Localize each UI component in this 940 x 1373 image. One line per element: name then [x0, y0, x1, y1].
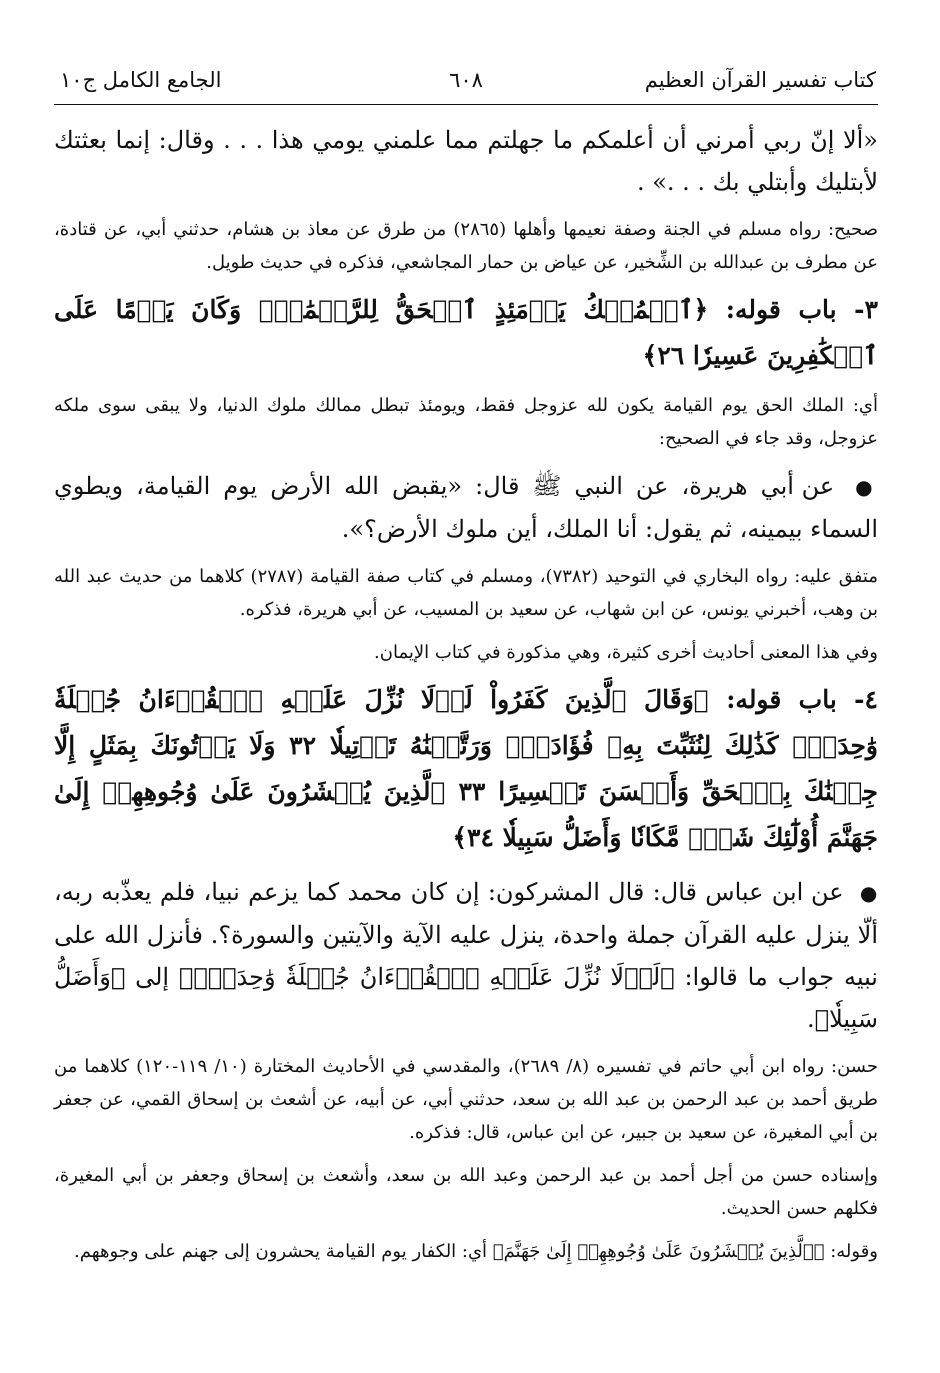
page-header	[54, 52, 878, 105]
page-number: ٦٠٨	[449, 68, 483, 92]
chapter-label: ٤- باب قوله:	[726, 685, 878, 714]
bullet-icon: ●	[855, 475, 878, 499]
bullet-icon: ●	[859, 881, 878, 905]
takhrij-note: صحيح: رواه مسلم في الجنة وصفة نعيمها وأهلها (٢٨٦٥) من طرق عن معاذ بن هشام، حدثني أبي، عن قتادة، عن مطرف بن عبدالله بن الشِّخير، عن عياض بن حمار المجاشعي، فذكره في حديث طويل.	[54, 219, 878, 273]
quran-verse: ﴿ٱلۡمُلۡكُ يَوۡمَئِذٍ ٱلۡحَقُّ لِلرَّحۡمَٰنِۚ وَكَانَ يَوۡمًا عَلَى ٱلۡكَٰفِرِينَ عَسِيرٗا ٢٦﴾	[54, 295, 878, 370]
chapter-label: ٣- باب قوله:	[725, 295, 878, 324]
takhrij-note: حسن: رواه ابن أبي حاتم في تفسيره (٨/ ٢٦٨٩)، والمقدسي في الأحاديث المختارة (١٠/ ١١٩-١٢٠) كلاهما من طريق أحمد بن عبد الرحمن بن عبد الله بن سعد، حدثني أبي، عن أبيه، عن أشعث بن إسحاق القمي، عن جعفر بن أبي المغيرة، عن سعيد بن جبير، عن ابن عباس، قال: فذكره.	[54, 1056, 878, 1143]
hadith-text	[54, 465, 878, 550]
page-body	[54, 119, 878, 1268]
commentary: أي: الملك الحق يوم القيامة يكون لله عزوجل فقط، ويومئذ تبطل ممالك ملوك الدنيا، ولا يبقى سوى ملكه عزوجل، وقد جاء في الصحيح:	[54, 395, 878, 449]
volume-label: الجامع الكامل ج١٠	[60, 68, 222, 92]
takhrij-note: متفق عليه: رواه البخاري في التوحيد (٧٣٨٢)، ومسلم في كتاب صفة القيامة (٢٧٨٧) كلاهما من حديث عبد الله بن وهب، أخبرني يونس، عن ابن شهاب، عن سعيد بن المسيب، عن أبي هريرة، فذكره.	[54, 566, 878, 620]
commentary: وفي هذا المعنى أحاديث أخرى كثيرة، وهي مذكورة في كتاب الإيمان.	[374, 642, 878, 663]
book-title: كتاب تفسير القرآن العظيم	[644, 68, 876, 92]
hadith-continuation: «ألا إنّ ربي أمرني أن أعلمكم ما جهلتم مما علمني يومي هذا . . . وقال: إنما بعثتك لأبتليك وأبتلي بك . . .» .	[54, 126, 878, 196]
quran-verse: ﴿وَقَالَ ٱلَّذِينَ كَفَرُواْ لَوۡلَا نُزِّلَ عَلَيۡهِ ٱلۡقُرۡءَانُ جُمۡلَةٗ وَٰحِدَةٗۚ كَذَٰلِكَ لِنُثَبِّتَ بِهِۦ فُؤَادَكَۖ وَرَتَّلۡنَٰهُ تَرۡتِيلٗا ٣٢ وَلَا يَأۡتُونَكَ بِمَثَلٍ إِلَّا جِئۡنَٰكَ بِٱلۡحَقِّ وَأَحۡسَنَ تَفۡسِيرًا ٣٣ ٱلَّذِينَ يُحۡشَرُونَ عَلَىٰ وُجُوهِهِمۡ إِلَىٰ جَهَنَّمَ أُوْلَٰٓئِكَ شَرّٞ مَّكَانٗا وَأَضَلُّ سَبِيلٗا ٣٤﴾	[54, 685, 879, 852]
hadith-body: عن ابن عباس قال: قال المشركون: إن كان محمد كما يزعم نبيا، فلم يعذّبه ربه، ألّا ينزل عليه القرآن جملة واحدة، ينزل عليه الآية والآيتين والسورة؟. فأنزل الله على نبيه جواب ما قالوا: ﴿لَوۡلَا نُزِّلَ عَلَيۡهِ ٱلۡقُرۡءَانُ جُمۡلَةٗ وَٰحِدَةٗۚ﴾ إلى ﴿وَأَضَلُّ سَبِيلٗا﴾.	[54, 878, 878, 1033]
hadith-text	[54, 871, 878, 1040]
hadith-body: عن أبي هريرة، عن النبي ﷺ قال: «يقبض الله الأرض يوم القيامة، ويطوي السماء بيمينه، ثم يقول: أنا الملك، أين ملوك الأرض؟».	[54, 472, 878, 543]
isnad-grading: وإسناده حسن من أجل أحمد بن عبد الرحمن وعبد الله بن سعد، وأشعث بن إسحاق وجعفر بن أبي المغيرة، فكلهم حسن الحديث.	[54, 1165, 878, 1219]
chapter-heading-4	[54, 677, 878, 861]
verse-explanation: وقوله: ﴿ٱلَّذِينَ يُحۡشَرُونَ عَلَىٰ وُجُوهِهِمۡ إِلَىٰ جَهَنَّمَ﴾ أي: الكفار يوم القيامة يحشرون إلى جهنم على وجوههم.	[74, 1241, 878, 1262]
chapter-heading-3	[54, 287, 878, 379]
